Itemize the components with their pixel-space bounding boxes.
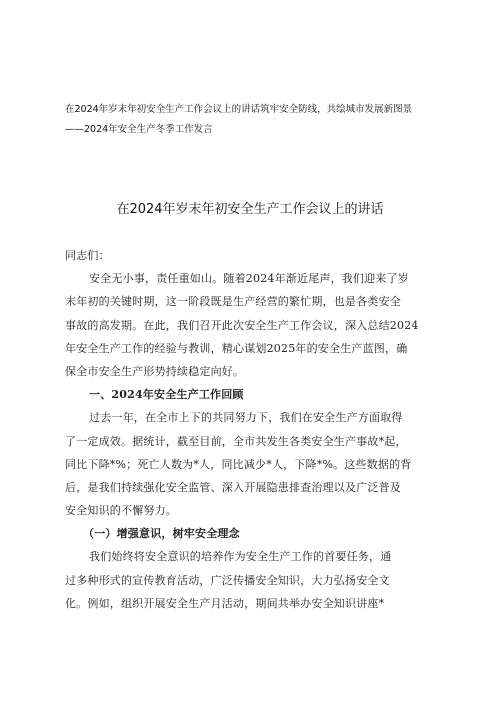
paragraph-line: 我们始终将安全意识的培养作为安全生产工作的首要任务，通 bbox=[89, 550, 392, 564]
paragraph-line: 年安全生产工作的经验与教训，精心谋划2025年的安全生产蓝图，确 bbox=[65, 341, 408, 355]
header-subtitle-line: ——2024年安全生产冬季工作发言 bbox=[65, 124, 213, 135]
paragraph-line: 事故的高发期。在此，我们召开此次安全生产工作会议，深入总结2024 bbox=[65, 318, 419, 332]
paragraph-line: 保全市安全生产形势持续稳定向好。 bbox=[65, 364, 245, 378]
document-header bbox=[65, 100, 465, 140]
paragraph-line: 过去一年，在全市上下的共同努力下，我们在安全生产方面取得 bbox=[89, 411, 403, 425]
greeting: 同志们： bbox=[65, 249, 110, 262]
paragraph-line: 过多种形式的宣传教育活动，广泛传播安全知识，大力弘扬安全文 bbox=[65, 573, 390, 587]
paragraph-line: 末年初的关键时期，这一阶段既是生产经营的繁忙期，也是各类安全 bbox=[65, 295, 401, 309]
subsection-heading: （一）增强意识，树牢安全理念 bbox=[83, 527, 240, 541]
speech-body bbox=[65, 244, 437, 615]
paragraph-line: 安全无小事，责任重如山。随着2024年渐近尾声，我们迎来了岁 bbox=[89, 272, 409, 286]
paragraph-line: 化。例如，组织开展安全生产月活动，期间共举办安全知识讲座* bbox=[65, 596, 385, 610]
header-title-line: 在2024年岁末年初安全生产工作会议上的讲话筑牢安全防线，共绘城市发展新图景 bbox=[65, 104, 413, 115]
section-heading: 一、2024年安全生产工作回顾 bbox=[89, 388, 244, 402]
paragraph-line: 后，是我们持续强化安全监管、深入开展隐患排查治理以及广泛普及 bbox=[65, 480, 401, 494]
paragraph-line: 了一定成效。据统计，截至目前，全市共发生各类安全生产事故*起， bbox=[65, 434, 407, 448]
speech-title: 在2024年岁末年初安全生产工作会议上的讲话 bbox=[116, 202, 384, 217]
paragraph-line: 同比下降*%；死亡人数为*人，同比减少*人，下降*%。这些数据的背 bbox=[65, 457, 412, 471]
paragraph-line: 安全知识的不懈努力。 bbox=[65, 504, 177, 518]
